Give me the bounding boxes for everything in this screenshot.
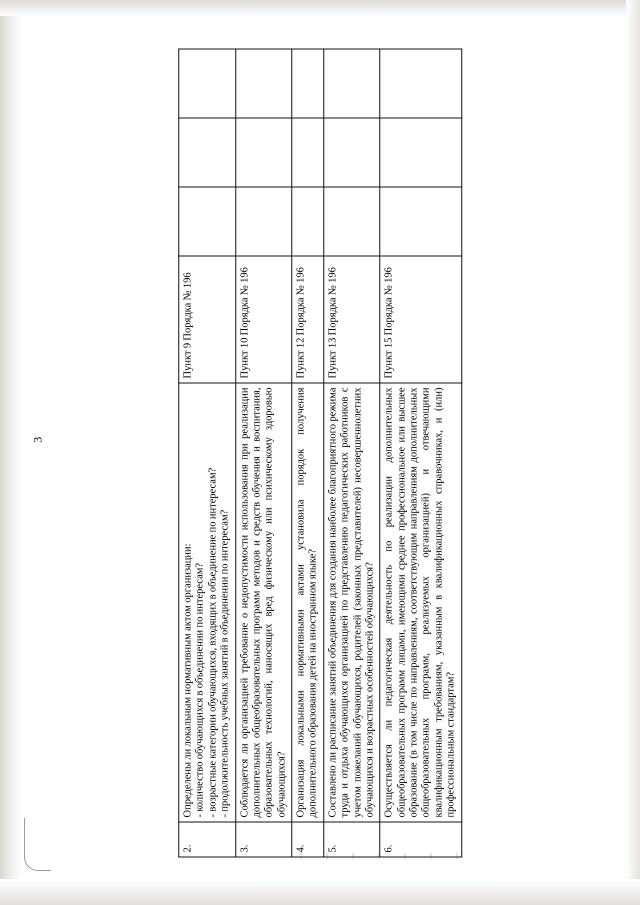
checklist-table: [178, 48, 462, 857]
row-answer-no[interactable]: [235, 118, 292, 187]
row-answer-yes[interactable]: [179, 187, 236, 256]
table-row: [292, 49, 324, 857]
table-row: [179, 49, 236, 857]
row-answer-no[interactable]: [380, 118, 461, 187]
row-note[interactable]: [324, 49, 381, 118]
row-answer-yes[interactable]: [235, 187, 292, 256]
page-edge-shadow-bottom: [0, 879, 640, 905]
row-note[interactable]: [179, 49, 236, 118]
page-number: 3: [30, 436, 45, 443]
row-number: 5.: [324, 822, 381, 857]
scan-artifact-mark: [24, 818, 51, 871]
row-basis: Пункт 12 Порядка № 196: [292, 256, 324, 383]
row-basis: Пункт 13 Порядка № 196: [324, 256, 381, 383]
row-basis: Пункт 9 Порядка № 196: [179, 256, 236, 383]
page-edge-shadow-left: [0, 0, 22, 905]
row-number: 3.: [235, 822, 292, 857]
table-row: [235, 49, 292, 857]
table-row: [380, 49, 461, 857]
row-answer-no[interactable]: [179, 118, 236, 187]
row-note[interactable]: [380, 49, 461, 118]
row-note[interactable]: [292, 49, 324, 118]
row-question: Составлено ли расписание занятий объединения для создания наиболее благоприятного режима труда и отдыха обучающихся организацией по представлению педагогических работников с учетом пожеланий обучающихся, родителей (законных представителей) несовершеннолетних обучающихся и возрастных особенностей обучающихся?: [324, 383, 381, 822]
question-line: - количество обучающихся в объединении по интересам?: [194, 562, 206, 817]
page-edge-shadow-top: [0, 0, 640, 16]
question-line: - возрастные категории обучающихся, входящих в объединение по интересам?: [207, 467, 218, 817]
table-row: [324, 49, 381, 857]
row-note[interactable]: [235, 49, 292, 118]
row-answer-yes[interactable]: [292, 187, 324, 256]
question-line: Определены ли локальным нормативным актом организации:: [182, 542, 194, 817]
row-number: 4.: [292, 822, 324, 857]
row-answer-no[interactable]: [292, 118, 324, 187]
row-answer-yes[interactable]: [380, 187, 461, 256]
question-line: - продолжительность учебных занятий в объединении по интересам?: [219, 509, 231, 817]
page-edge-shadow-right: [626, 0, 640, 905]
row-answer-no[interactable]: [324, 118, 381, 187]
row-number: 2.: [179, 822, 236, 857]
row-question: Соблюдается ли организацией требование о недопустимости использования при реализации дополнительных общеобразовательных программ методов и средств обучения и воспитания, образовательных технологий, наносящих вред физическому или психическому здоровью обучающихся?: [235, 383, 292, 822]
row-basis: Пункт 15 Порядка № 196: [380, 256, 461, 383]
row-question: Осуществляется ли педагогическая деятельность по реализации дополнительных общеобразовательных программ лицами, имеющими среднее профессиональное или высшее образование (в том числе по направлениям, соответствующим направлениям дополнительных общеобразовательных программ, реализуемых организацией) и отвечающими квалификационным требованиям, указанным в квалификационных справочниках, и (или) профессиональным стандартам?: [380, 383, 461, 822]
row-question: [179, 383, 236, 822]
row-answer-yes[interactable]: [324, 187, 381, 256]
row-question: Организация локальными нормативными актами установила порядок получения дополнительного образования детей на иностранном языке?: [292, 383, 324, 822]
checklist-table-container: [178, 48, 462, 857]
row-basis: Пункт 10 Порядка № 196: [235, 256, 292, 383]
row-number: 6.: [380, 822, 461, 857]
